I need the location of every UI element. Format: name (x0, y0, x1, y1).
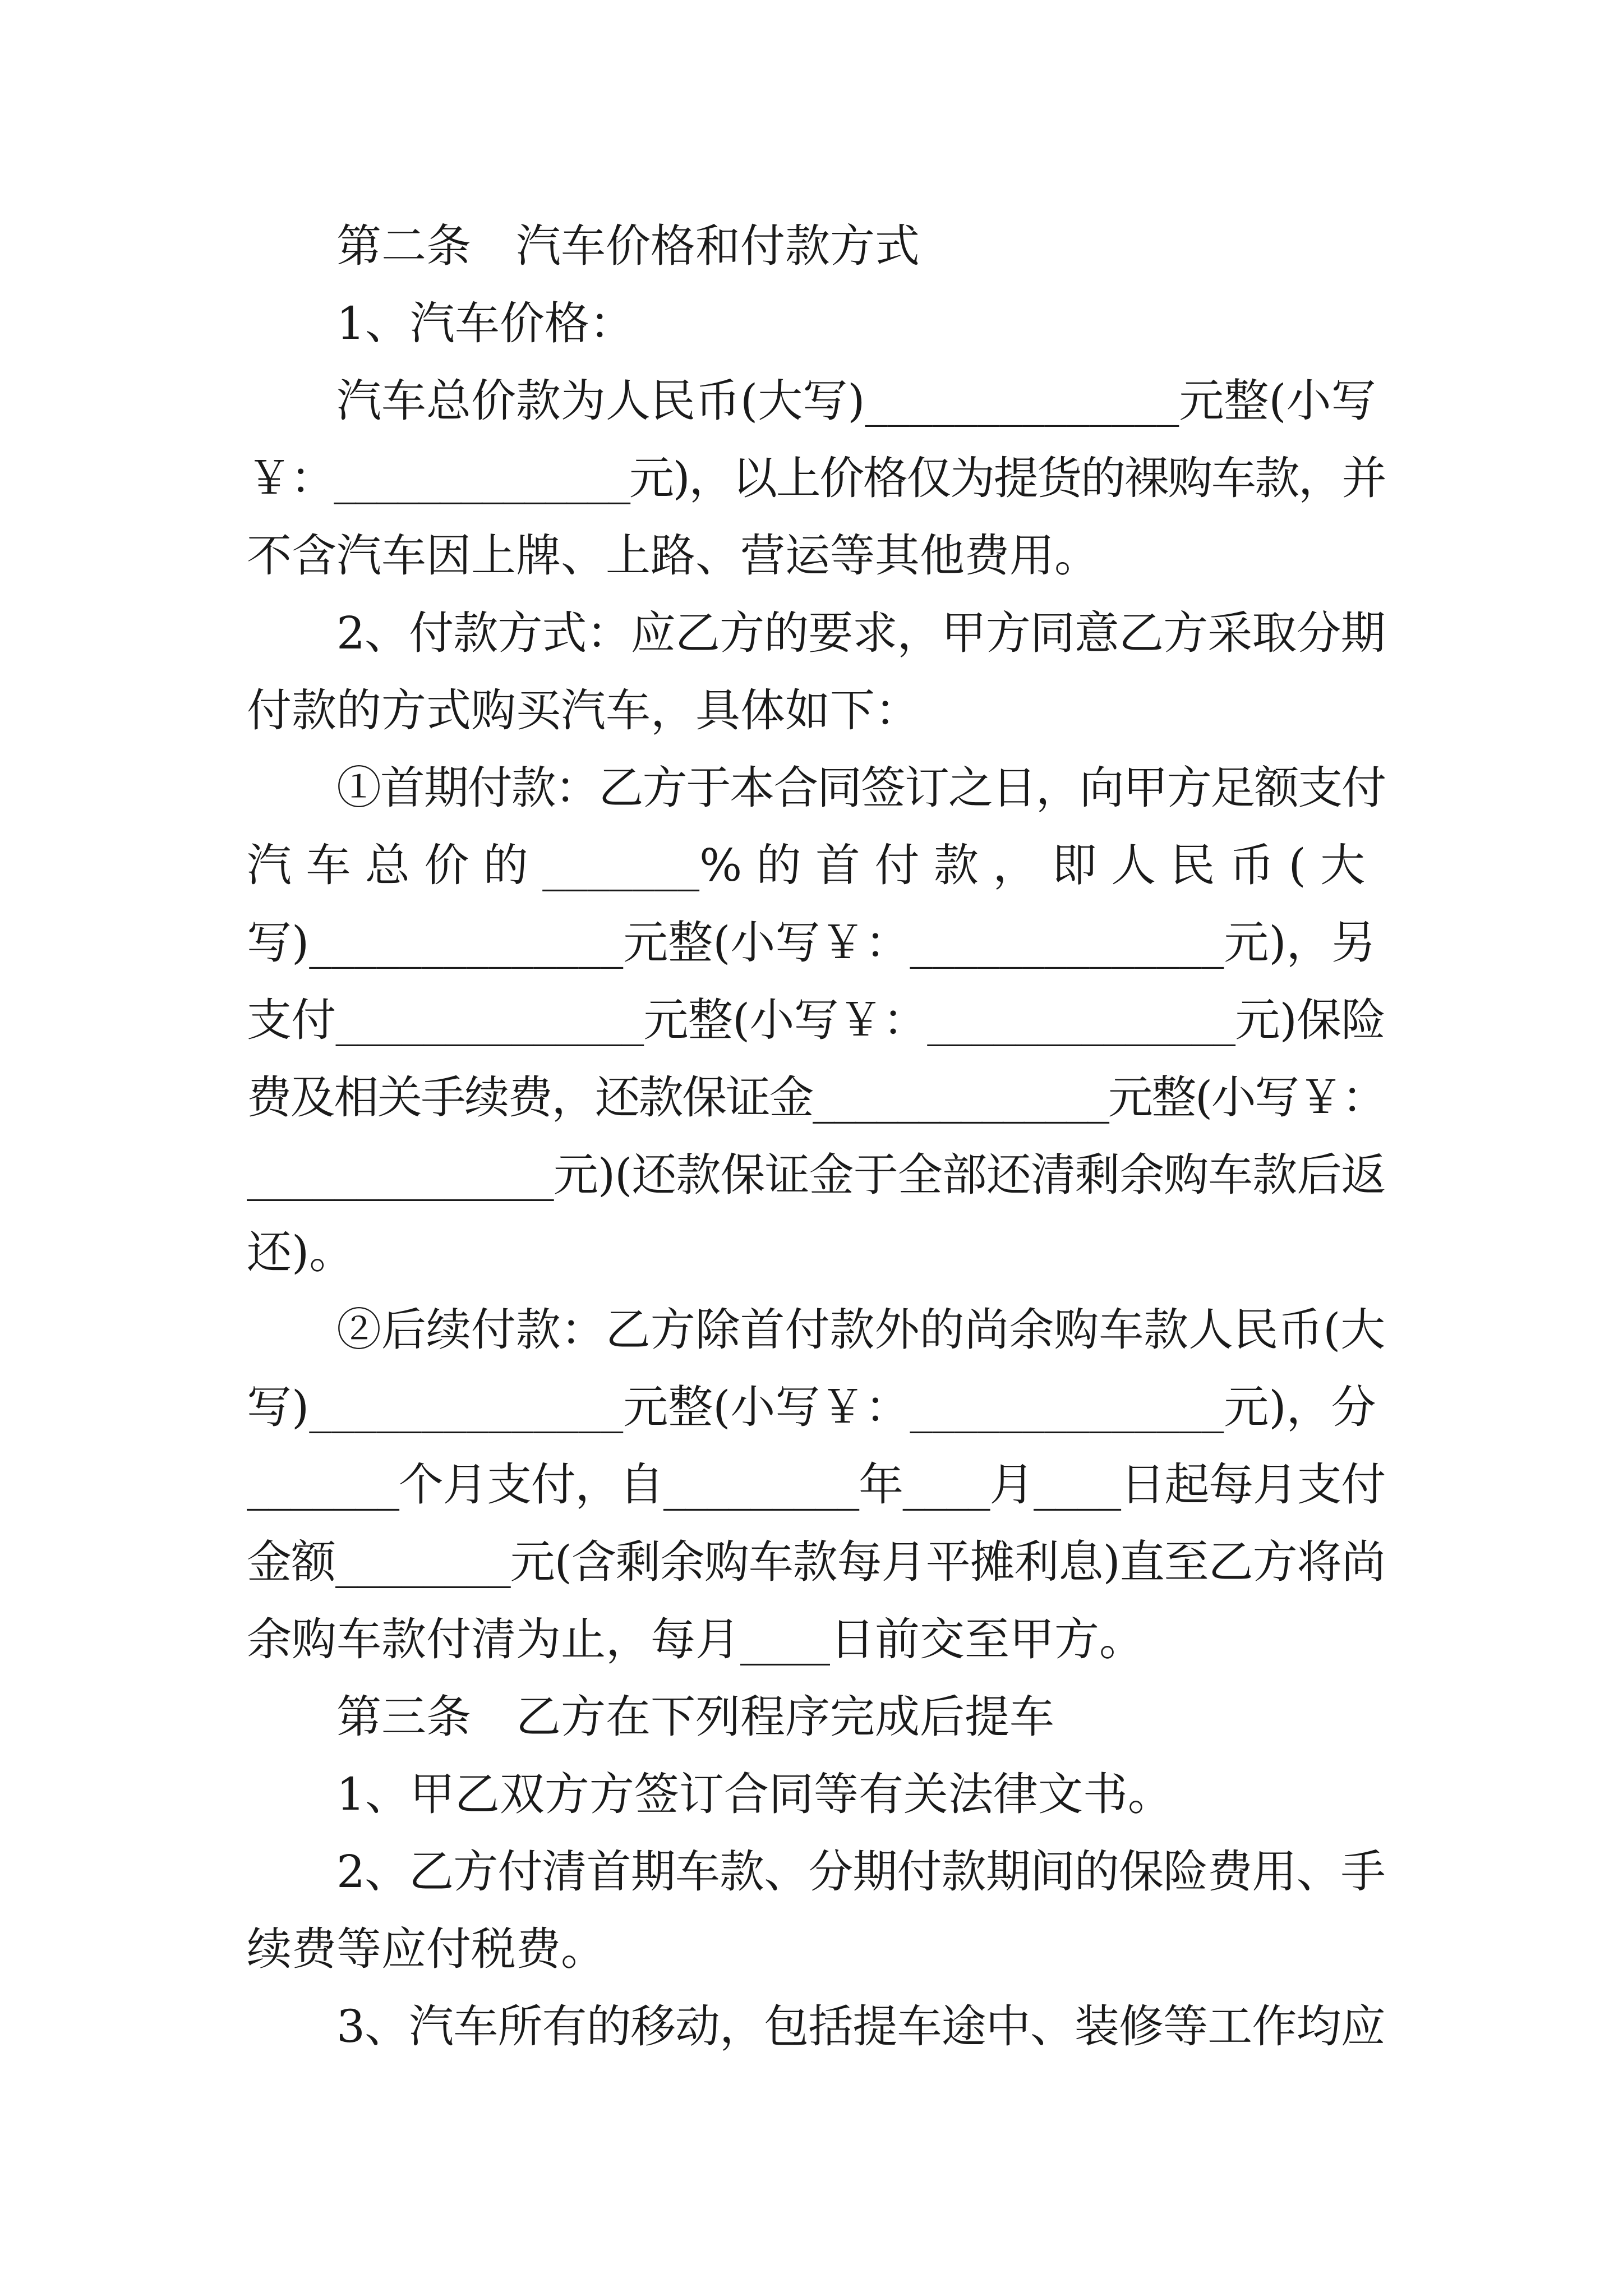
text-line: 费及相关手续费，还款保证金______________元整(小写￥： (247, 1071, 1385, 1124)
clause-heading-payment: 2、付款方式：应乙方的要求，甲方同意乙方采取分期 (336, 607, 1385, 659)
item-subsequent-payment: ②后续付款：乙方除首付款外的尚余购车款人民币(大 (336, 1304, 1385, 1356)
section-heading-article-3: 第三条 乙方在下列程序完成后提车 (336, 1691, 1054, 1743)
text-line: 金额________元(含剩余购车款每月平摊利息)直至乙方将尚 (247, 1536, 1385, 1588)
text-line: ￥：______________元)，以上价格仅为提货的裸购车款，并 (247, 452, 1385, 504)
text-line: 1、甲乙双方方签订合同等有关法律文书。 (336, 1768, 1173, 1820)
text-line: 还)。 (247, 1226, 354, 1278)
text-line: 写)______________元整(小写￥：______________元)，另 (247, 917, 1376, 969)
text-line: 汽 车 总 价 的 _______% 的 首 付 款 ， 即 人 民 币 ( 大 (247, 839, 1366, 891)
text-line: 续费等应付税费。 (247, 1923, 606, 1975)
text-line: 2、乙方付清首期车款、分期付款期间的保险费用、手 (336, 1846, 1385, 1898)
text-line: 不含汽车因上牌、上路、营运等其他费用。 (247, 530, 1099, 582)
text-line: 3、汽车所有的移动，包括提车途中、装修等工作均应 (336, 2000, 1385, 2053)
section-heading-article-2: 第二条 汽车价格和付款方式 (336, 220, 920, 272)
item-first-payment: ①首期付款：乙方于本合同签订之日，向甲方足额支付 (336, 762, 1385, 814)
text-line: 付款的方式购买汽车，具体如下： (247, 684, 920, 737)
text-line: 支付______________元整(小写￥：______________元)保险 (247, 994, 1385, 1046)
text-line: 写)______________元整(小写￥：______________元)，分 (247, 1381, 1376, 1433)
text-line: 汽车总价款为人民币(大写)______________元整(小写 (336, 375, 1376, 427)
text-line: 余购车款付清为止，每月____日前交至甲方。 (247, 1613, 1144, 1665)
document-page (247, 208, 1385, 2065)
text-line: _______个月支付，自_________年____月____日起每月支付 (247, 1458, 1385, 1511)
text-line: ______________元)(还款保证金于全部还清剩余购车款后返 (247, 1149, 1385, 1201)
clause-heading-price: 1、汽车价格： (336, 297, 634, 349)
